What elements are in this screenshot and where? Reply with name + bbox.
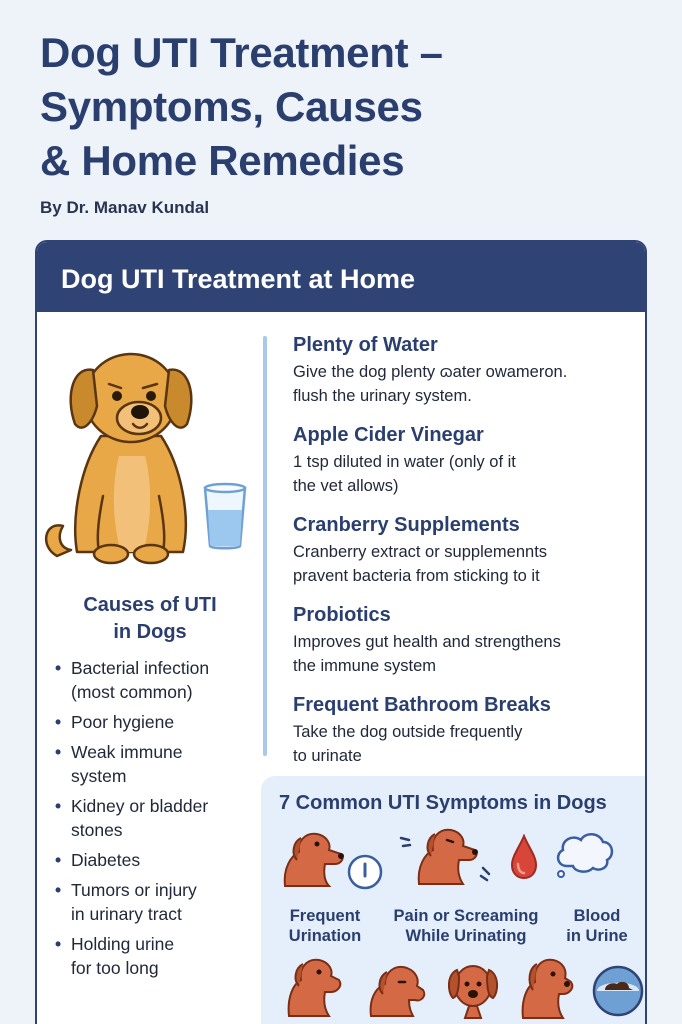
dog-head-icon [279,954,343,1018]
water-glass-icon [201,482,249,552]
remedy-desc-line: Take the dog outside frequently [293,723,523,741]
blood-drop-icon [509,834,539,880]
remedy-title: Frequent Bathroom Breaks [293,694,551,716]
dog-with-clock-icon [279,828,389,890]
cause-item [55,710,270,734]
remedy-desc-line: Cranberry extract or supplemennts [293,543,548,561]
symptom-label-line: in Urine [566,927,628,945]
remedy-desc-line: Give the dog plenty ɷater owameron. [293,363,568,381]
cause-text: • Poor hygiene [71,712,175,732]
remedy-description [293,720,643,768]
remedy-title: Apple Cider Vinegar [293,424,484,446]
sad-dog-icon [515,952,575,1020]
cause-text: system [71,766,127,786]
symptom-label-line: Blood [573,907,621,925]
symptom-label-line: Frequent [289,907,361,925]
cause-text: • Tumors or injury [71,880,197,900]
remedy-desc-line: the vet allows) [293,477,399,495]
remedy-desc-line: pravent bacteria from sticking to it [293,567,540,585]
cause-item [55,656,270,704]
treatment-card [35,240,647,1024]
remedy-item [293,602,643,678]
remedy-description [293,360,643,408]
remedy-title: Probiotics [293,604,391,626]
cause-text: • Holding urine [71,934,175,954]
dog-in-pain-icon [397,824,507,888]
thought-cloud-icon [553,828,617,878]
remedy-item [293,422,643,498]
symptom-label-line: While Urinating [405,927,527,945]
cause-text: in urinary tract [71,904,182,924]
remedy-desc-line: flush the urinary system. [293,387,472,405]
cause-text: (most common) [71,682,193,702]
symptom-label-line: Urination [288,927,362,945]
symptom-label [381,906,551,946]
cause-item [55,932,270,980]
cause-item [55,848,270,872]
symptoms-title: 7 Common UTI Symptoms in Dogs [279,792,607,814]
causes-title-line: Causes of UTI [83,594,217,616]
cause-text: for too long [71,958,159,978]
tired-dog-icon [365,960,429,1020]
cause-text: • Kidney or bladder [71,796,209,816]
remedy-description [293,540,643,588]
symptom-label [255,906,395,946]
dog-face-icon [445,956,501,1020]
cause-text: stones [71,820,123,840]
divider-line [263,336,267,756]
page-title-line: Dog UTI Treatment – [40,29,443,76]
card-header: Dog UTI Treatment at Home [37,242,645,312]
sitting-dog-illustration [41,326,221,576]
remedy-desc-line: to urinate [293,747,362,765]
remedy-item [293,692,643,768]
remedy-title: Cranberry Supplements [293,514,520,536]
symptom-label [547,906,647,946]
remedies-list [293,332,643,782]
cause-item [55,740,270,788]
remedy-description [293,450,643,498]
cause-text: • Diabetes [71,850,141,870]
cause-text: • Bacterial infection [71,658,210,678]
page-title [40,26,660,188]
remedy-item [293,332,643,408]
remedy-description [293,630,643,678]
remedy-desc-line: the immune system [293,657,437,675]
page-title-line: & Home Remedies [40,137,405,184]
causes-title-line: in Dogs [113,621,187,643]
cause-item [55,878,270,926]
symptoms-panel [261,776,647,1024]
author-byline: By Dr. Manav Kundal [40,198,210,217]
symptom-label-line: Pain or Screaming [393,907,539,925]
cause-item [55,794,270,842]
causes-list [55,656,270,986]
remedy-item [293,512,643,588]
remedy-desc-line: 1 tsp diluted in water (only of it [293,453,516,471]
page-title-line: Symptoms, Causes [40,83,423,130]
cause-text: • Weak immune [71,742,183,762]
remedy-desc-line: Improves gut health and strengthens [293,633,561,651]
dog-bowl-icon [591,964,645,1018]
causes-title [37,592,263,646]
remedy-title: Plenty of Water [293,334,438,356]
